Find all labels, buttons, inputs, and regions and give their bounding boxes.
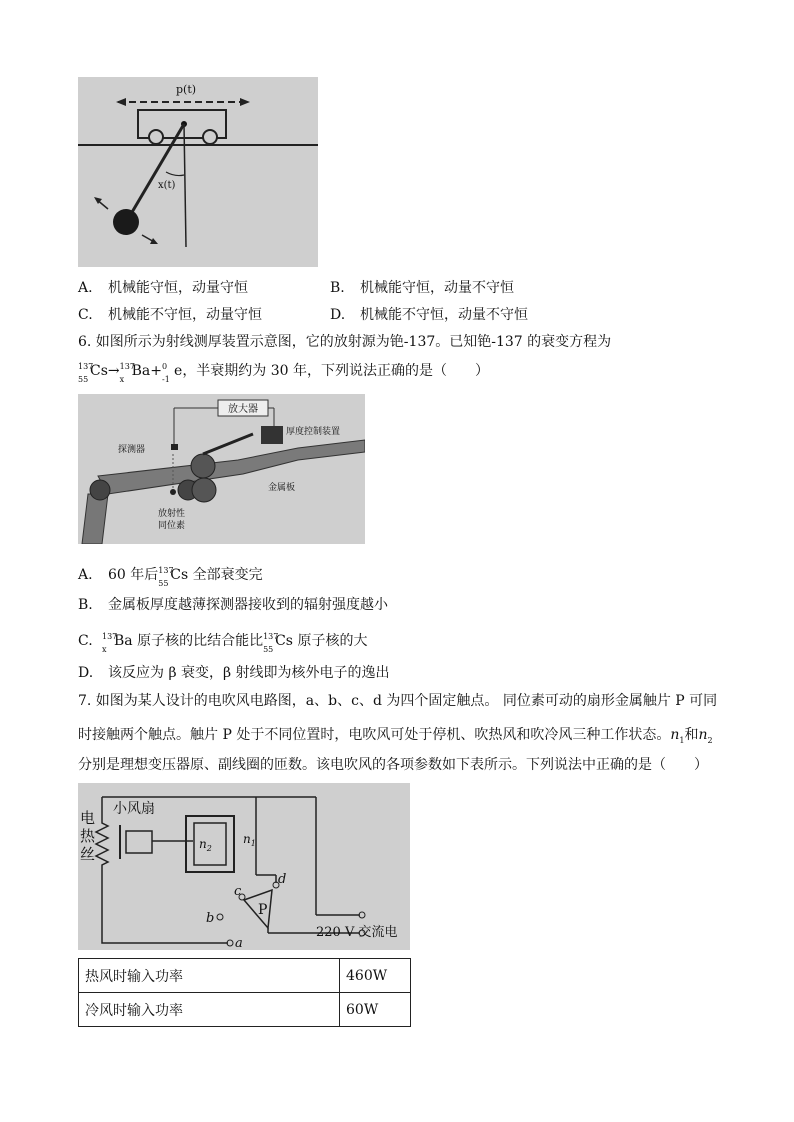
heater-label-2: 热 bbox=[80, 827, 96, 845]
p-label: p(t) bbox=[176, 83, 197, 96]
q5-option-d[interactable]: D. 机械能不守恒，动量不守恒 bbox=[330, 307, 528, 323]
hair-dryer-circuit-diagram bbox=[78, 783, 410, 950]
contact-d-label: d bbox=[278, 872, 287, 887]
source-label-1: 放射性 bbox=[158, 509, 186, 519]
q6-option-a[interactable]: A. 60 年后 137 55 Cs 全部衰变完 bbox=[78, 566, 263, 588]
x-label: x(t) bbox=[158, 180, 176, 191]
contact-c-label: c bbox=[234, 884, 242, 899]
q7-stem-line2: 时接触两个触点。触片 P 处于不同位置时，电吹风可处于停机、吹热风和吹冷风三种工作状态。$n_1$和$n_2$ bbox=[78, 727, 713, 745]
q7-stem-line3: 分别是理想变压器原、副线圈的匝数。该电吹风的各项参数如下表所示。下列说法中正确的是（ ） bbox=[78, 757, 708, 773]
thickness-gauge-diagram bbox=[78, 394, 365, 544]
heater-label-3: 丝 bbox=[80, 845, 96, 863]
q6-option-c[interactable]: C. 137 x Ba 原子核的比结合能比 137 55 Cs 原子核的大 bbox=[78, 632, 368, 654]
table-cell-value: 60W bbox=[340, 993, 411, 1027]
table-row bbox=[79, 959, 411, 993]
parameter-table bbox=[78, 958, 411, 1027]
cart-pendulum-diagram bbox=[78, 77, 318, 267]
figure-cart-pendulum bbox=[78, 77, 318, 267]
contact-p-label: P bbox=[258, 902, 268, 918]
fan-label: 小风扇 bbox=[113, 801, 155, 817]
q5-option-a[interactable]: A. 机械能守恒，动量守恒 bbox=[78, 280, 248, 296]
amplifier-label: 放大器 bbox=[228, 404, 258, 415]
detector-label: 探测器 bbox=[118, 445, 146, 455]
metal-plate-label: 金属板 bbox=[268, 483, 296, 493]
table-cell-value: 460W bbox=[340, 959, 411, 993]
q6-equation: 137 55 Cs→ 137 x Ba+ 0 -1 e，半衰期约为 30 年，下列说法正确的是（ ） bbox=[78, 362, 490, 384]
heater-label-1: 电 bbox=[80, 809, 96, 827]
table-cell-label: 冷风时输入功率 bbox=[79, 993, 340, 1027]
q5-option-b[interactable]: B. 机械能守恒，动量不守恒 bbox=[330, 280, 514, 296]
q6-stem: 6. 如图所示为射线测厚装置示意图，它的放射源为铯-137。已知铯-137 的衰变方程为 bbox=[78, 334, 612, 350]
ac-source-label: 220 V 交流电 bbox=[316, 925, 398, 940]
figure-thickness-gauge bbox=[78, 394, 365, 544]
contact-b-label: b bbox=[206, 911, 215, 926]
table-cell-label: 热风时输入功率 bbox=[79, 959, 340, 993]
n1-label: $n_1$ bbox=[243, 832, 256, 848]
table-row bbox=[79, 993, 411, 1027]
figure-hair-dryer-circuit bbox=[78, 783, 410, 950]
q7-stem-line1: 7. 如图为某人设计的电吹风电路图，a、b、c、d 为四个固定触点。 同位素可动的扇形金属触片 P 可同 bbox=[78, 693, 718, 709]
contact-a-label: a bbox=[235, 936, 243, 950]
q6-option-d[interactable]: D. 该反应为 β 衰变，β 射线即为核外电子的逸出 bbox=[78, 665, 390, 681]
thickness-control-label: 厚度控制装置 bbox=[286, 427, 341, 437]
q6-option-b[interactable]: B. 金属板厚度越薄探测器接收到的辐射强度越小 bbox=[78, 597, 388, 613]
pendulum-bob bbox=[113, 209, 139, 235]
n2-label: $n_2$ bbox=[199, 837, 212, 853]
source-label-2: 同位素 bbox=[158, 521, 186, 531]
q5-option-c[interactable]: C. 机械能不守恒，动量守恒 bbox=[78, 307, 262, 323]
